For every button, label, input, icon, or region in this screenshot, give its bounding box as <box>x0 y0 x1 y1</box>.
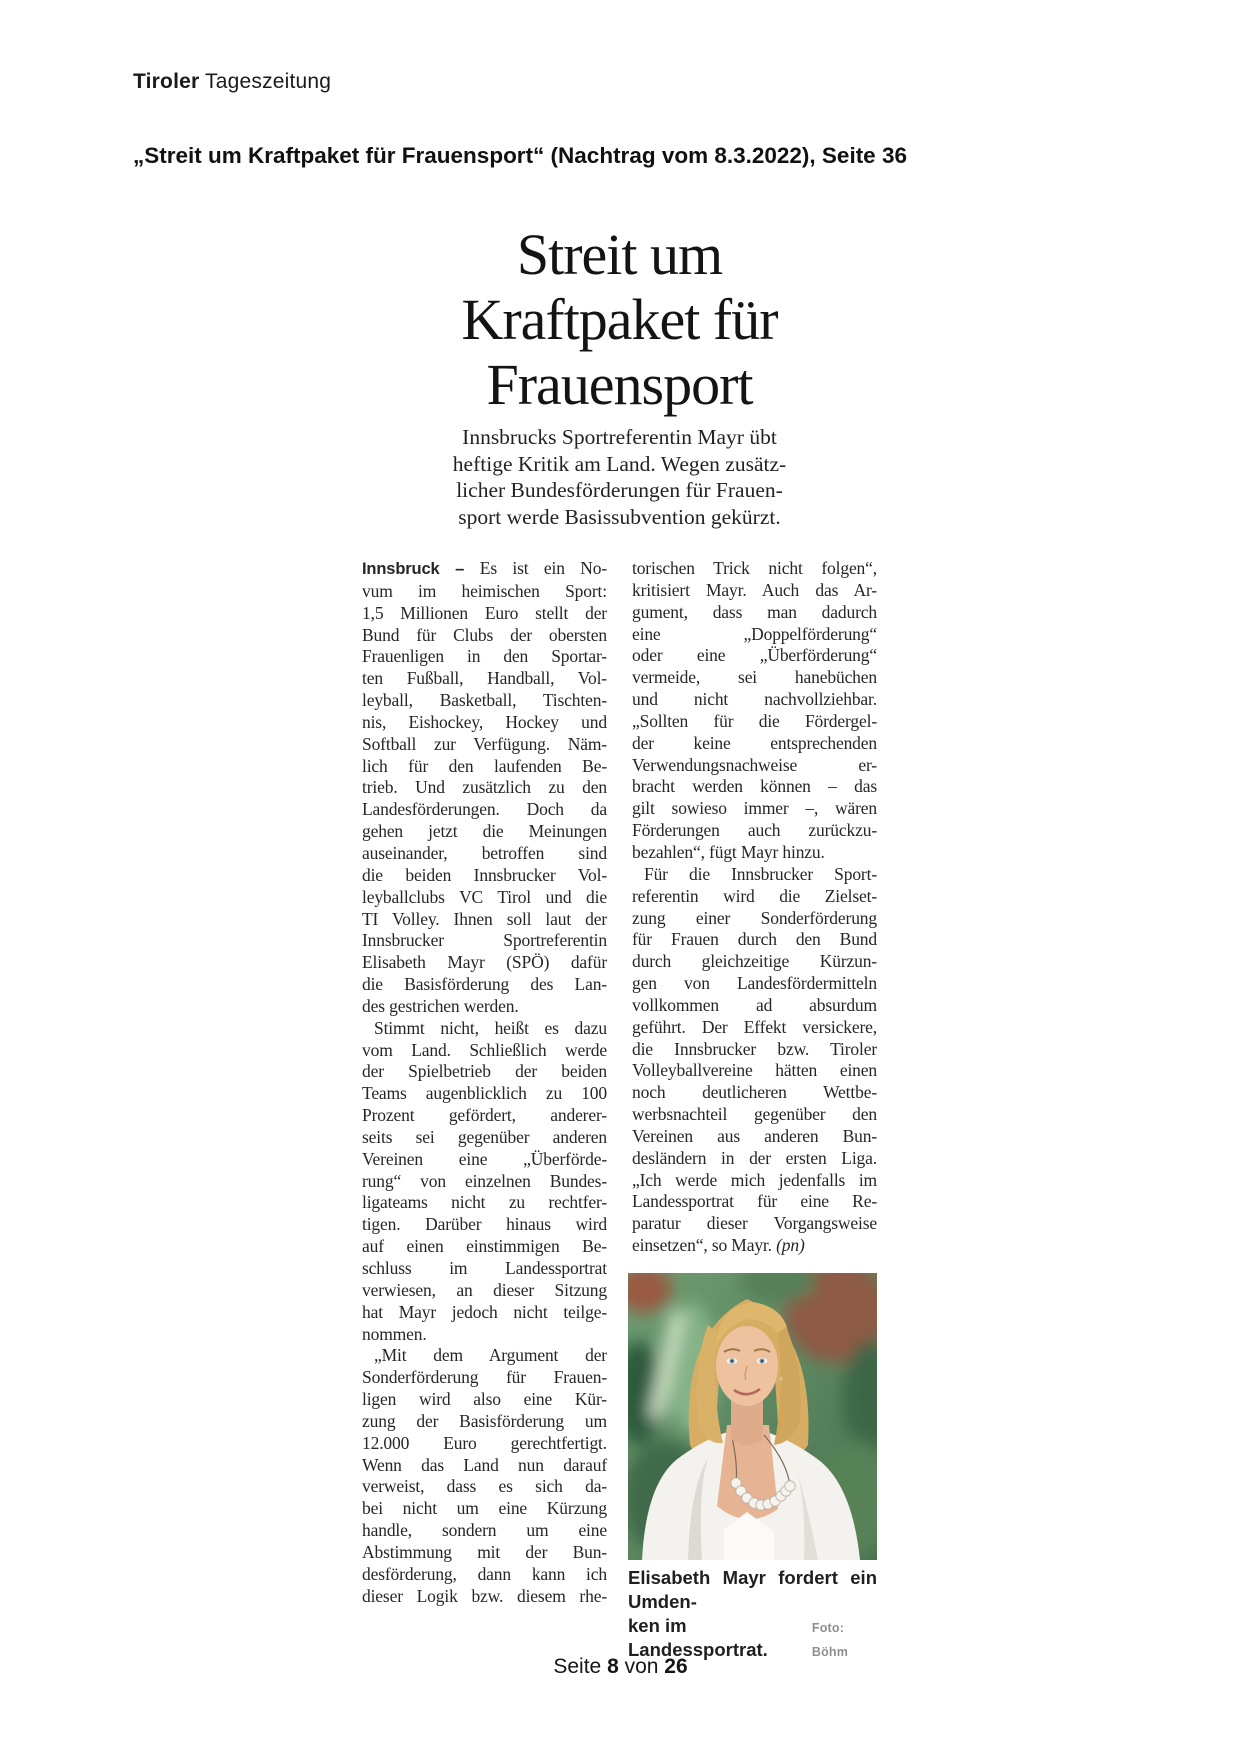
body-text-line: hat Mayr jedoch nicht teilge- <box>362 1301 607 1322</box>
article-title-line: Streit um <box>516 222 723 287</box>
caption-line: ken im Landessportrat. <box>628 1615 768 1660</box>
masthead-rest: Tageszeitung <box>199 70 332 93</box>
body-text-line: auf einen einstimmigen Be- <box>362 1236 607 1257</box>
body-text-line: schluss im Landessportrat <box>362 1258 607 1278</box>
body-text-line: geführt. Der Effekt versickere, <box>632 1016 877 1037</box>
body-text-line: Für die Innsbrucker Sport- <box>644 863 877 884</box>
dateline-lead: Innsbruck – <box>362 560 480 578</box>
body-text-line: desländern in der ersten Liga. <box>632 1147 877 1168</box>
body-text-line: TI Volley. Ihnen soll laut der <box>362 908 607 929</box>
lede-line: sport werde Basissubvention gekürzt. <box>458 504 781 529</box>
body-text-line: Vereinen aus anderen Bun- <box>632 1125 877 1146</box>
body-text-line: Landessportrat für eine Re- <box>632 1191 877 1212</box>
footer-current-page: 8 <box>607 1655 619 1678</box>
body-text-line: seits sei gegenüber anderen <box>362 1126 607 1147</box>
body-text-line: bracht werden können – das <box>632 776 877 797</box>
body-text-line: dieser Logik bzw. diesem rhe- <box>362 1585 607 1606</box>
body-text-line: gehen jetzt die Meinungen <box>362 821 607 842</box>
body-text-line: werbsnachteil gegenüber den <box>632 1104 877 1125</box>
article-column-left <box>362 558 607 1608</box>
footer-total-pages: 26 <box>664 1655 688 1678</box>
body-text-line: noch deutlicheren Wettbe- <box>632 1082 877 1103</box>
body-text-line: nommen. <box>362 1323 427 1344</box>
body-text-line: Bund für Clubs der obersten <box>362 624 607 645</box>
lede-line: licher Bundesförderungen für Frauen- <box>456 478 783 502</box>
caption-line: Elisabeth Mayr fordert ein Umden- <box>628 1567 877 1612</box>
body-text-line: verweist, dass es sich da- <box>362 1476 607 1497</box>
body-text-line: zung der Basisförderung um <box>362 1410 607 1431</box>
body-text-line: paratur dieser Vorgangsweise <box>632 1213 877 1234</box>
article-title <box>362 222 877 417</box>
masthead-brand: Tiroler <box>133 70 200 93</box>
article-lede <box>362 424 877 530</box>
body-text-line: Teams augenblicklich zu 100 <box>362 1083 607 1104</box>
body-text-line: „Ich werde mich jedenfalls im <box>632 1169 877 1190</box>
body-text-line: 1,5 Millionen Euro stellt der <box>362 602 607 623</box>
body-text-line: lich für den laufenden Be- <box>362 755 607 776</box>
body-text-line: „Sollten für die Fördergel- <box>632 710 877 731</box>
body-text-line: des gestrichen werden. <box>362 995 519 1016</box>
body-text-line: Förderungen auch zurückzu- <box>632 820 877 841</box>
body-text-line: handle, sondern um eine <box>362 1520 607 1541</box>
article-title-line: Frauensport <box>486 352 753 417</box>
body-text-line: einsetzen“, so Mayr. (pn) <box>632 1235 805 1256</box>
body-text-line: Vereinen eine „Überförde- <box>362 1148 607 1169</box>
body-text-line: Abstimmung mit der Bun- <box>362 1541 607 1562</box>
body-text-line: leyballclubs VC Tirol und die <box>362 886 607 907</box>
body-text-line: Elisabeth Mayr (SPÖ) dafür <box>362 952 607 973</box>
body-text-line: der keine entsprechenden <box>632 732 877 753</box>
body-text-line: Softball zur Verfügung. Näm- <box>362 733 607 754</box>
body-text-line: vom Land. Schließlich werde <box>362 1039 607 1060</box>
body-text-line: bezahlen“, fügt Mayr hinzu. <box>632 841 825 862</box>
article-title-line: Kraftpaket für <box>461 287 778 352</box>
newspaper-masthead <box>133 70 331 94</box>
body-text-line: kritisiert Mayr. Auch das Ar- <box>632 579 877 600</box>
body-text-line: ten Fußball, Handball, Vol- <box>362 668 607 689</box>
body-text-line: tigen. Darüber hinaus wird <box>362 1214 607 1235</box>
body-text-line: oder eine „Überförderung“ <box>632 645 877 666</box>
body-text-line: vum im heimischen Sport: <box>362 580 607 601</box>
article-column-right <box>632 558 877 1257</box>
body-text-line: bei nicht um eine Kürzung <box>362 1498 607 1519</box>
body-text-line: rung“ von einzelnen Bundes- <box>362 1170 607 1191</box>
body-text-line: ligateams nicht zu rechtfer- <box>362 1192 607 1213</box>
body-text-line: „Mit dem Argument der <box>374 1345 607 1366</box>
body-text-line: 12.000 Euro gerechtfertigt. <box>362 1432 607 1453</box>
body-text-line: Sonderförderung für Frauen- <box>362 1367 607 1388</box>
body-text-line: für Frauen durch den Bund <box>632 929 877 950</box>
author-initials: (pn) <box>776 1235 805 1256</box>
portrait-photo-illustration <box>628 1273 877 1560</box>
footer-prefix: Seite <box>553 1655 602 1678</box>
body-text-line: zung einer Sonderförderung <box>632 907 877 928</box>
body-text-line: die Innsbrucker bzw. Tiroler <box>632 1038 877 1059</box>
body-text-line: auseinander, betroffen sind <box>362 842 607 863</box>
body-text-line: referentin wird die Zielset- <box>632 885 877 906</box>
body-text-line: Innsbrucker Sportreferentin <box>362 930 607 951</box>
earring <box>779 1377 782 1380</box>
body-text-line: Verwendungsnachweise er- <box>632 754 877 775</box>
body-text-line: torischen Trick nicht folgen“, <box>632 558 877 578</box>
body-text-line: ligen wird also eine Kür- <box>362 1389 607 1410</box>
body-text-line: desförderung, dann kann ich <box>362 1563 607 1584</box>
body-text-line: leyball, Basketball, Tischten- <box>362 690 607 711</box>
body-text-line: Frauenligen in den Sportar- <box>362 646 607 667</box>
body-text-line: Wenn das Land nun darauf <box>362 1454 607 1475</box>
body-text-line: vermeide, sei hanebüchen <box>632 667 877 688</box>
photo-caption <box>628 1566 877 1664</box>
body-text-line: Stimmt nicht, heißt es dazu <box>374 1017 607 1038</box>
body-text-line: Prozent gefördert, anderer- <box>362 1105 607 1126</box>
body-text-line: vollkommen ad absurdum <box>632 994 877 1015</box>
body-text-line: Innsbruck – Es ist ein No- <box>362 558 607 578</box>
lede-line: Innsbrucks Sportreferentin Mayr übt <box>462 425 777 449</box>
body-text-line: nis, Eishockey, Hockey und <box>362 711 607 732</box>
body-text-line: eine „Doppelförderung“ <box>632 623 877 644</box>
body-text-line: und nicht nachvollziehbar. <box>632 689 877 710</box>
body-text-line: durch gleichzeitige Kürzun- <box>632 951 877 972</box>
body-text-line: Landesförderungen. Doch da <box>362 799 607 820</box>
photo-credit: Foto: Böhm <box>811 1621 849 1659</box>
article-photo <box>628 1273 877 1560</box>
page-number-footer <box>0 1655 1241 1679</box>
body-text-line: verwiesen, an dieser Sitzung <box>362 1279 607 1300</box>
footer-middle: von <box>624 1655 659 1678</box>
body-text-line: gen von Landesfördermitteln <box>632 973 877 994</box>
body-text-line: gilt sowieso immer –, wären <box>632 798 877 819</box>
body-text-line: die Basisförderung des Lan- <box>362 974 607 995</box>
body-text-line: trieb. Und zusätzlich zu den <box>362 777 607 798</box>
body-text-line: Volleyballvereine hätten einen <box>632 1060 877 1081</box>
lede-line: heftige Kritik am Land. Wegen zusätz- <box>452 451 787 476</box>
body-text-line: die beiden Innsbrucker Vol- <box>362 864 607 885</box>
body-text-line: der Spielbetrieb der beiden <box>362 1061 607 1082</box>
document-headline: „Streit um Kraftpaket für Frauensport“ (Nachtrag vom 8.3.2022), Seite 36 <box>133 143 907 168</box>
body-text-line: gument, dass man dadurch <box>632 601 877 622</box>
